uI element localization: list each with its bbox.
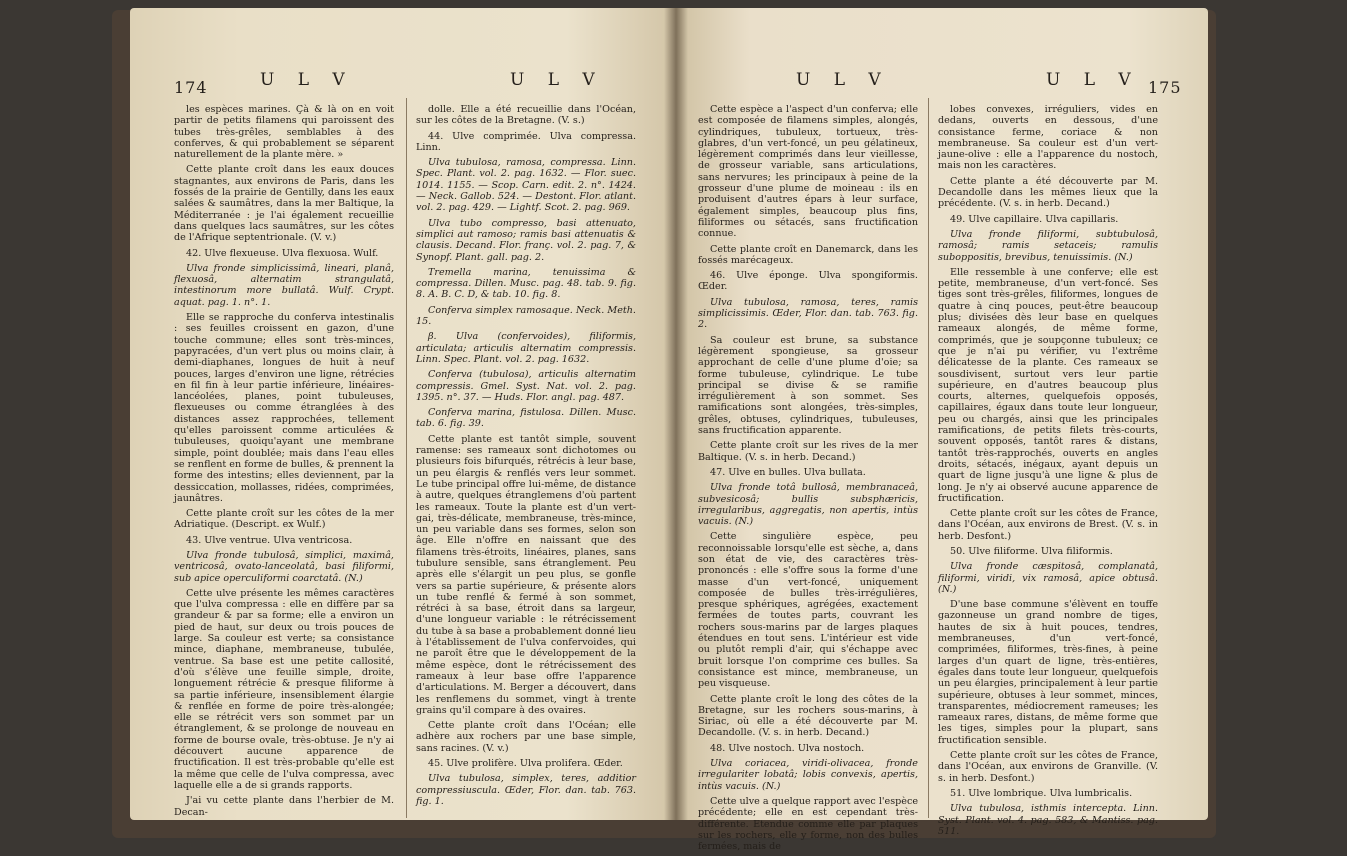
- paragraph: Conferva (tubulosa), articulis alternatim compressis. Gmel. Syst. Nat. vol. 2. pag. 1395. n°. 37. — Huds. Flor. angl. pag. 487.: [416, 369, 636, 403]
- paragraph: Elle se rapproche du conferva intestinalis : ses feuilles croissent en gazon, d'une touche commune; elles sont très-minces, papyracées, d'un vert plus ou moins clair, à demi-diaphanes, longues de huit à neuf pouces, larges d'environ une ligne, rétrécies en fil fin à leur partie inférieure, linéaires-lancéolées, planes, point tubuleuses, flexueuses ou comme étranglées à des distances assez rapprochées, tellement qu'elles paroissent comme articulées & tubuleuses, quoiqu'ayant une membrane simple, point doublée; mais dans l'eau elles se renflent en forme de bulles, & prennent la forme des intestins; elles deviennent, par la dessiccation, mollasses, ridées, comprimées, jaunâtres.: [174, 312, 394, 504]
- paragraph: Cette plante croît sur les côtes de la mer Adriatique. (Descript. ex Wulf.): [174, 508, 394, 531]
- paragraph: Conferva marina, fistulosa. Dillen. Musc. tab. 6. fig. 39.: [416, 407, 636, 430]
- paragraph: Ulva tubulosa, isthmis intercepta. Linn. Syst. Plant. vol. 4. pag. 583, & Mantiss. pag. 511.: [938, 803, 1158, 837]
- page-number: 174: [174, 78, 208, 97]
- paragraph: J'ai vu cette plante dans l'herbier de M. Decan-: [174, 795, 394, 818]
- running-header: U L V: [260, 70, 354, 90]
- column-rule: [406, 98, 407, 818]
- paragraph: 43. Ulve ventrue. Ulva ventricosa.: [186, 534, 353, 546]
- column-left: [174, 104, 394, 822]
- paragraph: 46. Ulve éponge. Ulva spongiformis. Œder.: [698, 270, 918, 293]
- left-page: [130, 8, 676, 820]
- paragraph: Ulva tubulosa, ramosa, teres, ramis simplicissimis. Œder, Flor. dan. tab. 763. fig. 2.: [698, 296, 918, 331]
- paragraph: Ulva fronde filiformi, subtubulosâ, ramosâ; ramis setaceis; ramulis suboppositis, brevibus, tenuissimis. (N.): [938, 228, 1158, 263]
- paragraph: Sa couleur est brune, sa substance légèrement spongieuse, sa grosseur approchant de celle d'une plume d'oie; sa forme tubuleuse, cylindrique. Le tube principal se divise & se ramifie irrégulièrement à son sommet. Ses ramifications sont alongées, très-simples, grêles, obtuses, cylindriques, tubuleuses, sans fructification apparente.: [698, 334, 918, 437]
- paragraph: Cette plante croît dans les eaux douces stagnantes, aux environs de Paris, dans les fossés de la prairie de Gentilly, dans les eaux salées & saumâtres, dans la mer Baltique, la Méditerranée : je l'ai également recueillie dans quelques lacs saumâtres, sur les côtes de l'Afrique septentrionale. (V. v.): [174, 164, 394, 244]
- paragraph: Ulva fronde cæspitosâ, complanatâ, filiformi, viridi, vix ramosâ, apice obtusâ. (N.): [938, 561, 1158, 595]
- paragraph: Conferva simplex ramosaque. Neck. Meth. 15.: [416, 304, 636, 328]
- paragraph: lobes convexes, irréguliers, vides en dedans, ouverts en dessous, d'une consistance ferme, coriace & non membraneuse. Sa couleur est d'un vert-jaune-olive : elle a l'apparence du nostoch, mais non les caractères.: [938, 104, 1158, 172]
- paragraph: 51. Ulve lombrique. Ulva lumbricalis.: [950, 787, 1133, 799]
- paragraph: 50. Ulve filiforme. Ulva filiformis.: [950, 545, 1113, 557]
- paragraph: Cette ulve a quelque rapport avec l'espèce précédente; elle en est cependant très-différente. Etendue comme elle par plaques sur les rochers, elle y forme, non des bulles fermées, mais de: [698, 795, 919, 853]
- paragraph: 47. Ulve en bulles. Ulva bullata.: [710, 466, 866, 478]
- paragraph: 48. Ulve nostoch. Ulva nostoch.: [710, 742, 865, 754]
- paragraph: 49. Ulve capillaire. Ulva capillaris.: [950, 213, 1119, 225]
- paragraph: Cette singulière espèce, peu reconnoissable lorsqu'elle est sèche, a, dans son état de vie, des caractères très-prononcés : elle s'offre sous la forme d'une masse d'un vert-foncé, uniquement composée de bulles très-irrégulières, presque sphériques, agrégées, exactement fermées de toutes parts, couvrant les rochers sous-marins par de larges plaques étendues en tout sens. L'intérieur est vide ou plutôt rempli d'air, qui s'échappe avec bruit lorsque l'on comprime ces bulles. Sa consistance est mince, membraneuse, un peu visqueuse.: [698, 531, 918, 690]
- paragraph: Cette plante a été découverte par M. Decandolle dans les mêmes lieux que la précédente. (V. s. in herb. Decand.): [938, 175, 1158, 210]
- paragraph: Ulva tubulosa, ramosa, compressa. Linn. Spec. Plant. vol. 2. pag. 1632. — Flor. suec. 1014. 1155. — Scop. Carn. edit. 2. n°. 1424. — Neck. Gallob. 524. — Destont. Flor. atlant. vol. 2. pag. 429. — Lightf. Scot. 2. pag. 969.: [416, 157, 636, 214]
- column-left: [698, 104, 918, 856]
- paragraph: Cette plante est tantôt simple, souvent ramense: ses rameaux sont dichotomes ou plusieurs fois bifurqués, rétrécis à leur base, un peu élargis & renflés vers leur sommet. Le tube principal offre lui-même, de distance à autre, quelques étranglemens d'où partent les rameaux. Toute la plante est d'un vert-gai, très-délicate, membraneuse, très-mince, un peu variable dans ses formes, selon son âge. Elle n'offre en naissant que des filamens très-étroits, linéaires, planes, sans tubulure sensible, sans étranglement. Peu après elle s'élargit un peu plus, se gonfle vers sa partie supérieure, & présente alors un tube renflé & fermé à son sommet, rétréci à sa base, étroit dans sa largeur, d'une longueur variable : le rétrécissement du tube à sa base a probablement donné lieu à l'établissement de l'ulva confervoides, qui ne paroît être que le développement de la même espèce, dont le rétrécissement des rameaux à leur base offre l'apparence d'articulations. M. Berger a découvert, dans les renflemens du sommet, vingt à trente grains qu'il compare à des ovaires.: [416, 433, 636, 716]
- paragraph: Cette plante croît sur les côtes de France, dans l'Océan, aux environs de Brest. (V. s. in herb. Desfont.): [938, 508, 1158, 542]
- paragraph: Ulva fronde tubulosâ, simplici, maximâ, ventricosâ, ovato-lanceolatâ, basi filiformi, sub apice operculiformi coarctatâ. (N.): [174, 549, 394, 584]
- paragraph: Ulva tubulosa, simplex, teres, additior compressiuscula. Œder, Flor. dan. tab. 763. fig. 1.: [416, 773, 636, 807]
- paragraph: 42. Ulve flexueuse. Ulva flexuosa. Wulf.: [186, 247, 379, 259]
- paragraph: Cette plante croît en Danemarck, dans les fossés marécageux.: [698, 243, 918, 266]
- column-rule: [928, 98, 929, 818]
- paragraph: 44. Ulve comprimée. Ulva compressa. Linn.: [416, 130, 636, 153]
- paragraph: 45. Ulve prolifère. Ulva prolifera. Œder.: [428, 758, 623, 770]
- running-header-center: U L V: [796, 70, 890, 90]
- paragraph: dolle. Elle a été recueillie dans l'Océan, sur les côtes de la Bretagne. (V. s.): [416, 104, 636, 127]
- right-page: [676, 8, 1208, 853]
- paragraph: Cette plante croît dans l'Océan; elle adhère aux rochers par une base simple, sans racines. (V. v.): [416, 720, 636, 754]
- paragraph: Ulva coriacea, viridi-olivacea, fronde irregulariter lobatâ; lobis convexis, apertis, intùs vacuis. (N.): [698, 758, 918, 792]
- column-right: [416, 104, 636, 811]
- page-number: 175: [1148, 78, 1182, 97]
- paragraph: Cette ulve présente les mêmes caractères que l'ulva compressa : elle en diffère par sa grandeur & par sa forme; elle a environ un pied de haut, sur deux ou trois pouces de large. Sa couleur est verte; sa consistance mince, diaphane, membraneuse, tubulée, ventrue. Sa base est une petite callosité, d'où s'élève une feuille simple, droite, longuement rétrécie & presque filiforme à sa partie inférieure, insensiblement élargie & renflée en forme de poire très-alongée; elle se rétrécit vers son sommet par un étranglement, & se prolonge de nouveau en forme de bourse ovale, très-obtuse. Je n'y ai découvert aucune apparence de fructification. Il est très-probable qu'elle est la même que celle de l'ulva compressa, avec laquelle elle a de si grands rapports.: [174, 587, 394, 791]
- running-header-center: U L V: [510, 70, 604, 90]
- paragraph: Ulva tubo compresso, basi attenuato, simplici aut ramoso; ramis basi attenuatis & clausis. Decand. Flor. franç. vol. 2. pag. 7, & Synopf. Plant. gall. pag. 2.: [416, 217, 636, 263]
- paragraph: Ulva fronde simplicissimâ, lineari, planâ, flexuosâ, alternatim strangulatâ, intestinorum more bullatâ. Wulf. Crypt. aquat. pag. 1. n°. 1.: [174, 262, 394, 308]
- paragraph: Elle ressemble à une conferve; elle est petite, membraneuse, d'un vert-foncé. Ses tiges sont très-grêles, filiformes, longues de quatre à cinq pouces, peut-être beaucoup plus; divisées dès leur base en quelques rameaux alongés, de même forme, comprimés, que je soupçonne tubuleux; ce que je n'ai pu vérifier, vu l'extrême délicatesse de la plante. Ces rameaux se sousdivisent, surtout vers leur partie supérieure, en d'autres beaucoup plus courts, alternes, quelquefois opposés, capillaires, égaux dans toute leur longueur, peu ou chargés, ainsi que les principales ramifications, de petits filets très-courts, souvent opposés, tantôt rares & distans, tantôt très-rapprochés, ouverts en angles droits, sétacés, inégaux, ayant depuis un quart de ligne jusqu'à une ligne & plus de long. Je n'y ai observé aucune apparence de fructification.: [938, 266, 1158, 504]
- paragraph: Cette plante croît sur les côtes de France, dans l'Océan, aux environs de Granville. (V. s. in herb. Desfont.): [938, 750, 1158, 784]
- paragraph: Tremella marina, tenuissima & compressa. Dillen. Musc. pag. 48. tab. 9. fig. 8. A. B. C. D, & tab. 10. fig. 8.: [416, 266, 636, 301]
- paragraph: les espèces marines. Çà & là on en voit partir de petits filamens qui paroissent des tubes très-grêles, semblables à des conferves, & qui probablement se séparent naturellement de la plante mère. »: [174, 104, 394, 161]
- paragraph: Ulva fronde totâ bullosâ, membranaceâ, subvesicosâ; bullis subsphæricis, irregularibus, aggregatis, non apertis, intùs vacuis. (N.): [698, 482, 918, 528]
- paragraph: β. Ulva (confervoides), filiformis, articulata; articulis alternatim compressis. Linn. Spec. Plant. vol. 2. pag. 1632.: [416, 331, 636, 365]
- paragraph: Cette espèce a l'aspect d'un conferva; elle est composée de filamens simples, alongés, cylindriques, tubuleux, tortueux, très-glabres, d'un vert-foncé, un peu gélatineux, légèrement comprimés dans leur vieillesse, de grosseur variable, sans articulations, sans nervures; les principaux à peine de la grosseur d'une plume de moineau : ils en produisent d'autres épars à leur surface, également simples, beaucoup plus fins, filiformes ou sétacés, sans fructification connue.: [698, 104, 918, 240]
- paragraph: Cette plante croît sur les rives de la mer Baltique. (V. s. in herb. Decand.): [698, 440, 918, 463]
- paragraph: D'une base commune s'élèvent en touffe gazonneuse un grand nombre de tiges, hautes de six à huit pouces, tendres, membraneuses, d'un vert-foncé, comprimées, filiformes, très-fines, à peine larges d'un quart de ligne, très-entières, égales dans toute leur longueur, quelquefois un peu élargies, principalement à leur partie supérieure, obtuses à leur sommet, minces, transparentes, médiocrement rameuses; les rameaux rares, distans, de même forme que les tiges, simples pour la plupart, sans fructification sensible.: [938, 599, 1158, 746]
- book-gutter: [664, 8, 688, 820]
- column-right: [938, 104, 1158, 841]
- paragraph: Cette plante croît le long des côtes de la Bretagne, sur les rochers sous-marins, à Siriac, où elle a été découverte par M. Decandolle. (V. s. in herb. Decand.): [698, 693, 918, 739]
- running-header: U L V: [1046, 70, 1140, 90]
